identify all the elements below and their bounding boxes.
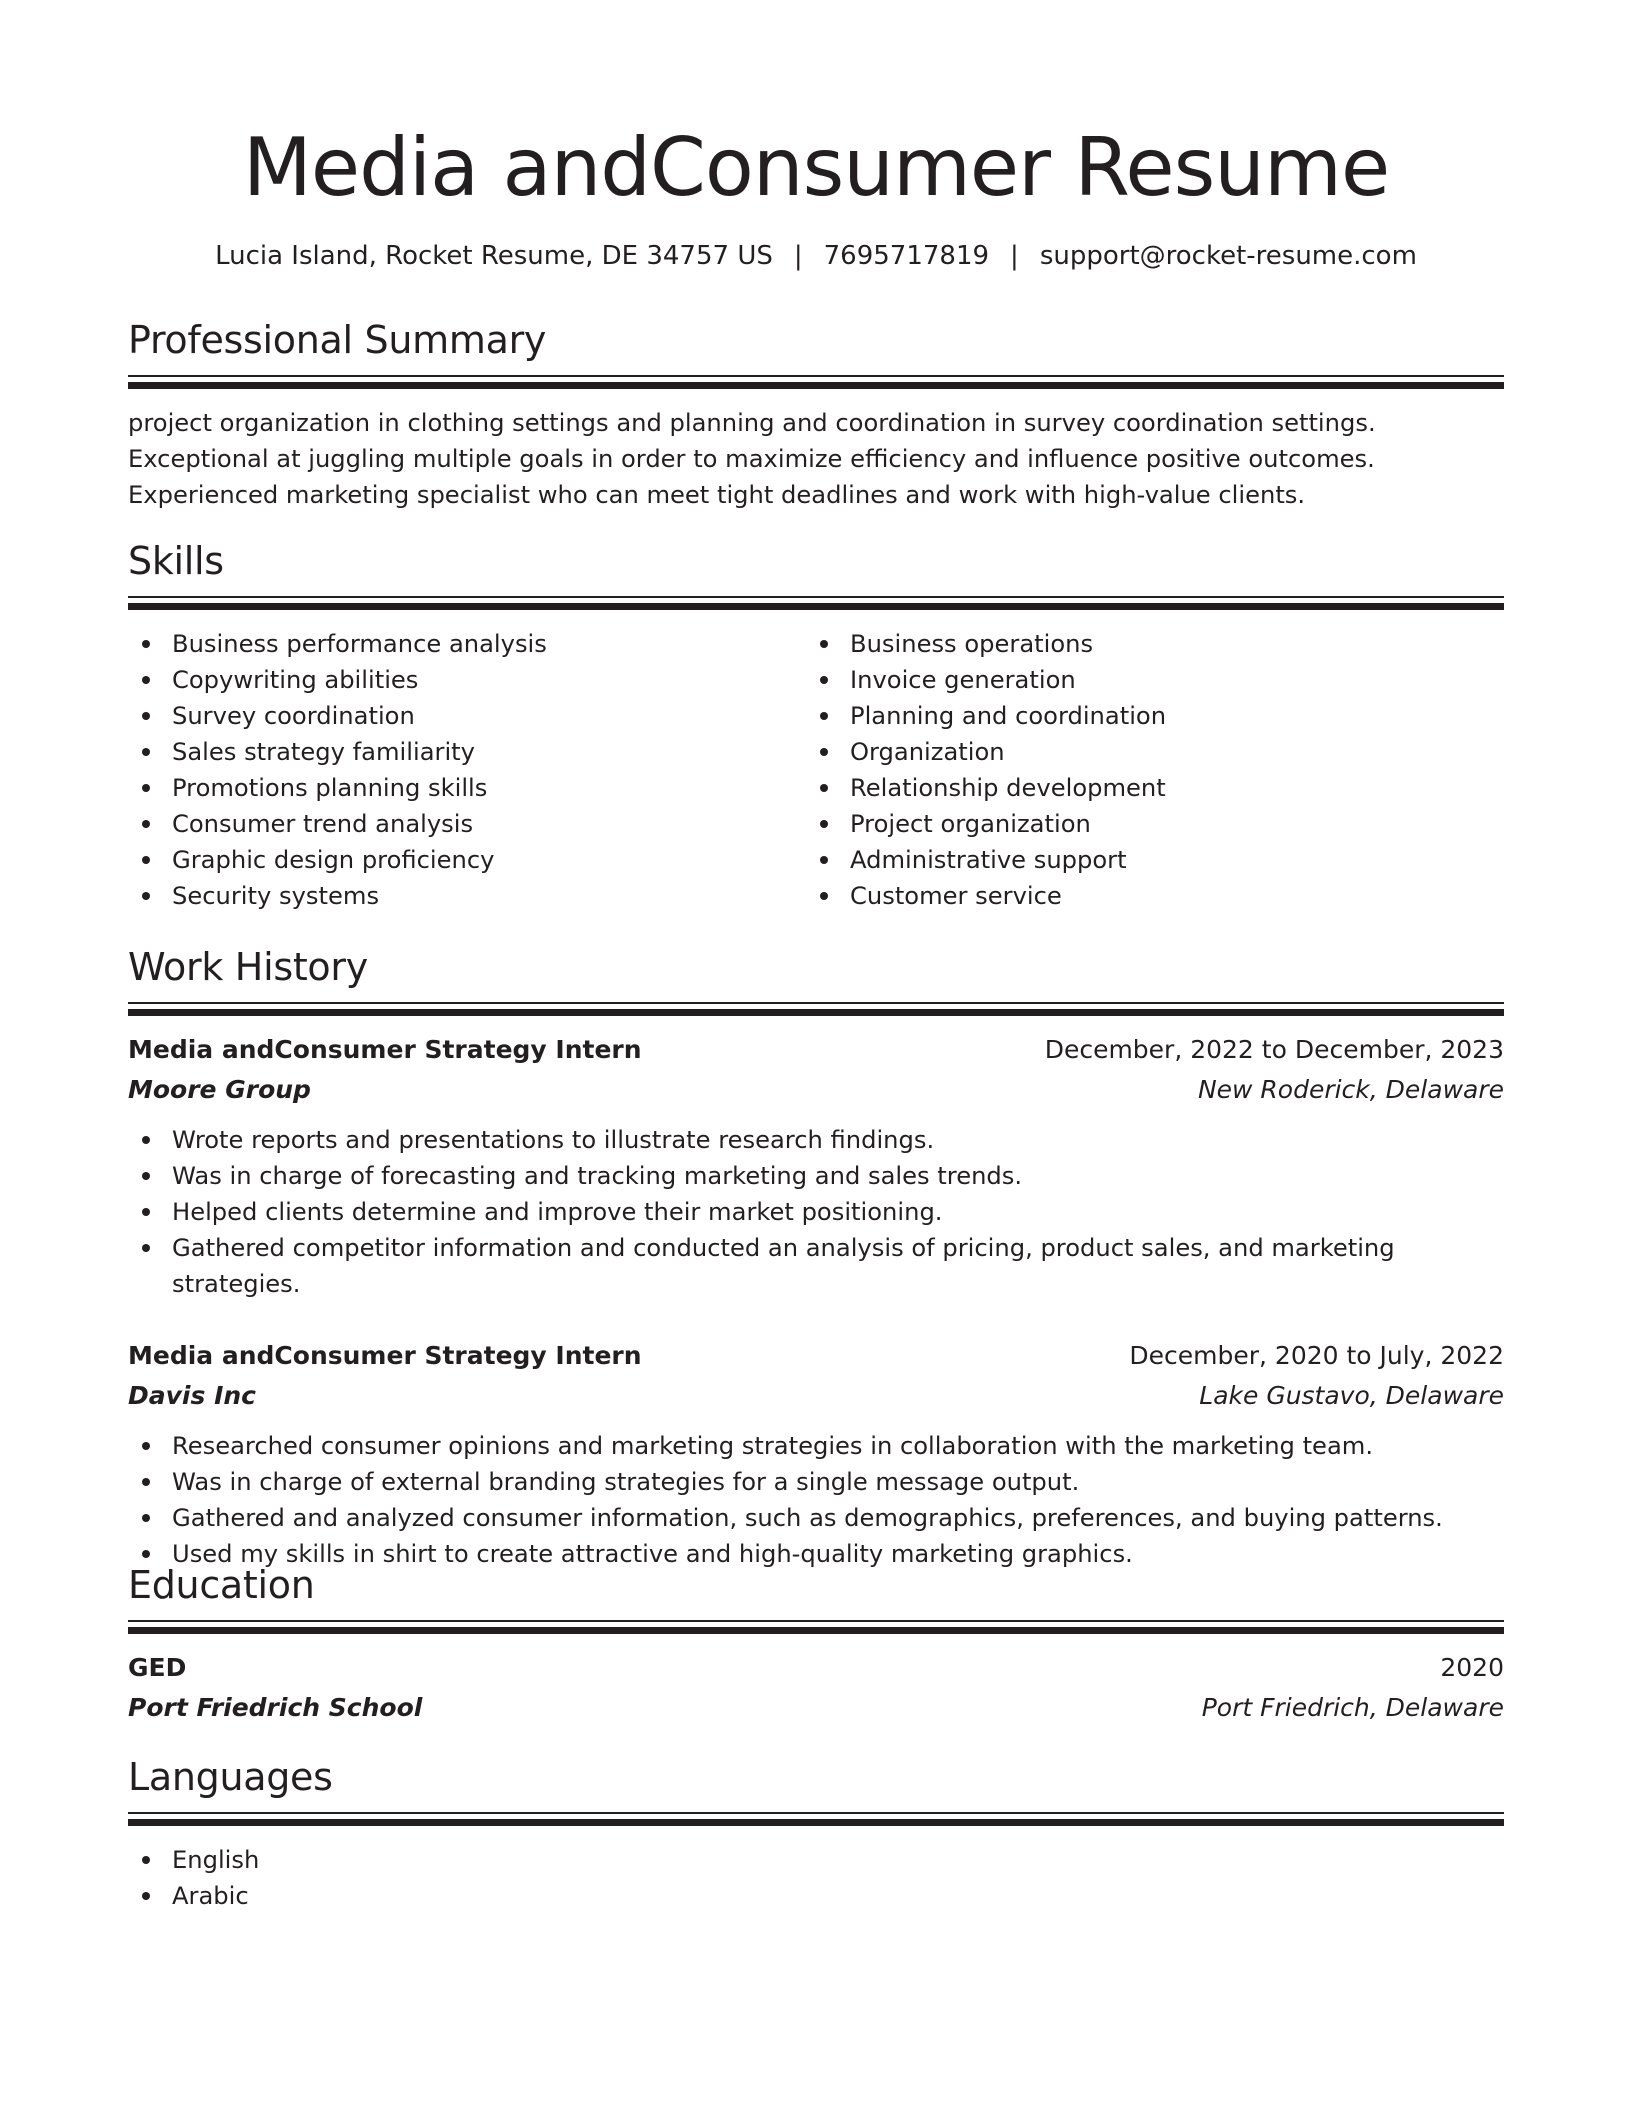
education-entry — [128, 1648, 1504, 1728]
bullet-icon — [820, 856, 828, 864]
bullet-icon — [820, 820, 828, 828]
bullet-icon — [142, 1442, 150, 1450]
job-company: Moore Group — [128, 1075, 311, 1104]
job-location: New Roderick, Delaware — [1197, 1075, 1504, 1104]
contact-phone: 7695717819 — [823, 241, 990, 271]
bullet-icon — [142, 1892, 150, 1900]
job-entry — [128, 1336, 1504, 1572]
work-heading: Work History — [128, 945, 368, 989]
list-item: Sales strategy familiarity — [128, 734, 806, 770]
list-item: Was in charge of external branding strategies for a single message output. — [128, 1464, 1504, 1500]
bullet-icon — [142, 712, 150, 720]
languages-section — [128, 1752, 1504, 1914]
summary-text: project organization in clothing settings and planning and coordination in survey coordination settings. Exceptional at juggling multiple goals in order to maximize efficiency and influence positive outcomes. Experienced marketing specialist who can meet tight deadlines and work with high-value clients. — [128, 409, 1376, 509]
job-company-row — [128, 1070, 1504, 1110]
job-title: Media andConsumer Strategy Intern — [128, 1341, 642, 1370]
skills-right-list — [806, 626, 1484, 914]
job-title-row — [128, 1030, 1504, 1070]
job-company: Davis Inc — [128, 1381, 256, 1410]
list-item: Researched consumer opinions and marketing strategies in collaboration with the marketing team. — [128, 1428, 1504, 1464]
list-item: Was in charge of forecasting and tracking marketing and sales trends. — [128, 1158, 1504, 1194]
contact-address: Lucia Island, Rocket Resume, DE 34757 US — [215, 241, 773, 271]
list-item: English — [128, 1842, 1504, 1878]
list-item: Arabic — [128, 1878, 1504, 1914]
education-location: Port Friedrich, Delaware — [1201, 1693, 1504, 1722]
list-item: Copywriting abilities — [128, 662, 806, 698]
list-item: Administrative support — [806, 842, 1484, 878]
list-item: Business operations — [806, 626, 1484, 662]
section-divider — [128, 1812, 1504, 1826]
contact-separator: | — [793, 241, 803, 271]
bullet-icon — [142, 640, 150, 648]
list-item: Used my skills in shirt to create attractive and high-quality marketing graphics. — [128, 1536, 1504, 1572]
bullet-icon — [142, 1172, 150, 1180]
bullet-icon — [820, 892, 828, 900]
skills-columns — [128, 626, 1504, 914]
bullet-icon — [142, 1136, 150, 1144]
work-section — [128, 942, 1504, 1572]
education-section — [128, 1560, 1504, 1728]
list-item: Relationship development — [806, 770, 1484, 806]
bullet-icon — [142, 676, 150, 684]
languages-heading: Languages — [128, 1755, 333, 1799]
job-title-row — [128, 1336, 1504, 1376]
bullet-icon — [820, 640, 828, 648]
list-item: Graphic design proficiency — [128, 842, 806, 878]
list-item: Business performance analysis — [128, 626, 806, 662]
education-school-row — [128, 1688, 1504, 1728]
contact-email: support@rocket-resume.com — [1039, 241, 1417, 271]
education-school: Port Friedrich School — [128, 1693, 423, 1722]
job-dates: December, 2022 to December, 2023 — [1044, 1035, 1504, 1064]
bullet-icon — [142, 1208, 150, 1216]
job-title: Media andConsumer Strategy Intern — [128, 1035, 642, 1064]
bullet-icon — [820, 712, 828, 720]
skills-heading: Skills — [128, 539, 224, 583]
section-divider — [128, 1620, 1504, 1634]
list-item: Consumer trend analysis — [128, 806, 806, 842]
bullet-icon — [820, 784, 828, 792]
job-bullets — [128, 1122, 1504, 1302]
summary-heading: Professional Summary — [128, 318, 547, 362]
bullet-icon — [142, 748, 150, 756]
bullet-icon — [142, 1478, 150, 1486]
bullet-icon — [820, 676, 828, 684]
education-year: 2020 — [1440, 1653, 1504, 1682]
section-divider — [128, 1002, 1504, 1016]
list-item: Planning and coordination — [806, 698, 1484, 734]
job-entry — [128, 1030, 1504, 1302]
bullet-icon — [820, 748, 828, 756]
resume-title: Media andConsumer Resume — [242, 121, 1390, 214]
education-heading: Education — [128, 1563, 315, 1607]
bullet-icon — [142, 1550, 150, 1558]
languages-list — [128, 1842, 1504, 1914]
job-company-row — [128, 1376, 1504, 1416]
list-item: Gathered competitor information and conducted an analysis of pricing, product sales, and marketing strategies. — [128, 1230, 1504, 1302]
bullet-icon — [142, 784, 150, 792]
bullet-icon — [142, 892, 150, 900]
bullet-icon — [142, 1514, 150, 1522]
list-item: Security systems — [128, 878, 806, 914]
bullet-icon — [142, 820, 150, 828]
contact-line — [128, 238, 1504, 274]
job-bullets — [128, 1428, 1504, 1572]
section-divider — [128, 596, 1504, 610]
education-degree: GED — [128, 1653, 187, 1682]
list-item: Invoice generation — [806, 662, 1484, 698]
section-divider — [128, 375, 1504, 389]
skills-section — [128, 536, 1504, 914]
list-item: Wrote reports and presentations to illustrate research findings. — [128, 1122, 1504, 1158]
contact-separator: | — [1010, 241, 1019, 271]
summary-section — [128, 315, 1504, 513]
list-item: Promotions planning skills — [128, 770, 806, 806]
job-dates: December, 2020 to July, 2022 — [1129, 1341, 1504, 1370]
list-item: Helped clients determine and improve their market positioning. — [128, 1194, 1504, 1230]
list-item: Organization — [806, 734, 1484, 770]
list-item: Survey coordination — [128, 698, 806, 734]
bullet-icon — [142, 1244, 150, 1252]
job-location: Lake Gustavo, Delaware — [1199, 1381, 1504, 1410]
list-item: Gathered and analyzed consumer information, such as demographics, preferences, and buying patterns. — [128, 1500, 1504, 1536]
skills-left-list — [128, 626, 806, 914]
list-item: Project organization — [806, 806, 1484, 842]
bullet-icon — [142, 1856, 150, 1864]
bullet-icon — [142, 856, 150, 864]
education-degree-row — [128, 1648, 1504, 1688]
list-item: Customer service — [806, 878, 1484, 914]
